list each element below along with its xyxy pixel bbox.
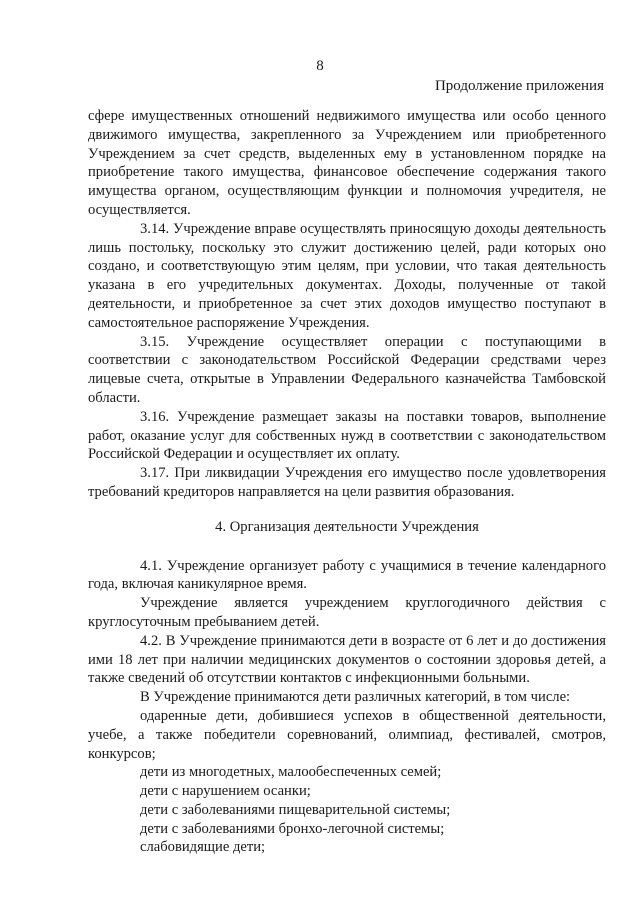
paragraph-4-2: 4.2. В Учреждение принимаются дети в возрасте от 6 лет и до достижения ими 18 лет при наличии медицинских документов о состоянии здоровья детей, а также сведений об отсутствии контактов с инфекционными больными. (88, 632, 606, 687)
list-item: дети с заболеваниями бронхо-легочной системы; (140, 820, 445, 837)
list-item: слабовидящие дети; (140, 839, 266, 856)
paragraph-continuation: сфере имущественных отношений недвижимого имущества или особо ценного движимого имущества, закрепленного за Учреждением или приобретенного Учреждением за счет средств, выделенных ему в установленном порядке на приобретение такого имущества, финансовое обеспечение содержания такого имущества органом, осуществляющим функции и полномочия учредителя, не осуществляется. (88, 108, 606, 218)
paragraph-4-2-categories-intro: В Учреждение принимаются дети различных категорий, в том числе: (140, 689, 571, 706)
paragraph-3-16: 3.16. Учреждение размещает заказы на поставки товаров, выполнение работ, оказание услуг для собственных нужд в соответствии с законодательством Российской Федерации и осуществляет их оплату. (88, 408, 606, 463)
section-title: 4. Организация деятельности Учреждения (215, 518, 479, 535)
list-item: дети с нарушением осанки; (140, 783, 311, 800)
paragraph-3-17: 3.17. При ликвидации Учреждения его имущество после удовлетворения требований кредиторов направляется на цели развития образования. (88, 465, 606, 500)
list-item: дети с заболеваниями пищеварительной системы; (140, 801, 451, 818)
paragraph-3-14: 3.14. Учреждение вправе осуществлять приносящую доходы деятельность лишь постольку, поскольку это служит достижению целей, ради которых оно создано, и соответствующую этим целям, при условии, что такая деятельность указана в его учредительных документах. Доходы, полученные от такой деятельности, и приобретенное за счет этих доходов имущество поступают в самостоятельное распоряжение Учреждения. (88, 220, 606, 331)
page-number: 8 (316, 58, 324, 74)
document-body (88, 107, 606, 857)
paragraph-3-15: 3.15. Учреждение осуществляет операции с поступающими в соответствии с законодательством Российской Федерации средствами через лицевые счета, открытые в Управлении Федерального казначейства Тамбовской области. (88, 333, 606, 406)
list-item: дети из многодетных, малообеспеченных семей; (140, 764, 442, 781)
paragraph-4-1: 4.1. Учреждение организует работу с учащимися в течение календарного года, включая каникулярное время. (88, 557, 606, 593)
paragraph-4-1-continuation: Учреждение является учреждением круглогодичного действия с круглосуточным пребыванием детей. (88, 595, 606, 630)
paragraph-4-2-gifted-children: одаренные дети, добившиеся успехов в общественной деятельности, учебе, а также победители соревнований, олимпиад, фестивалей, смотров, конкурсов; (88, 707, 606, 762)
running-head: Продолжение приложения (434, 78, 604, 94)
